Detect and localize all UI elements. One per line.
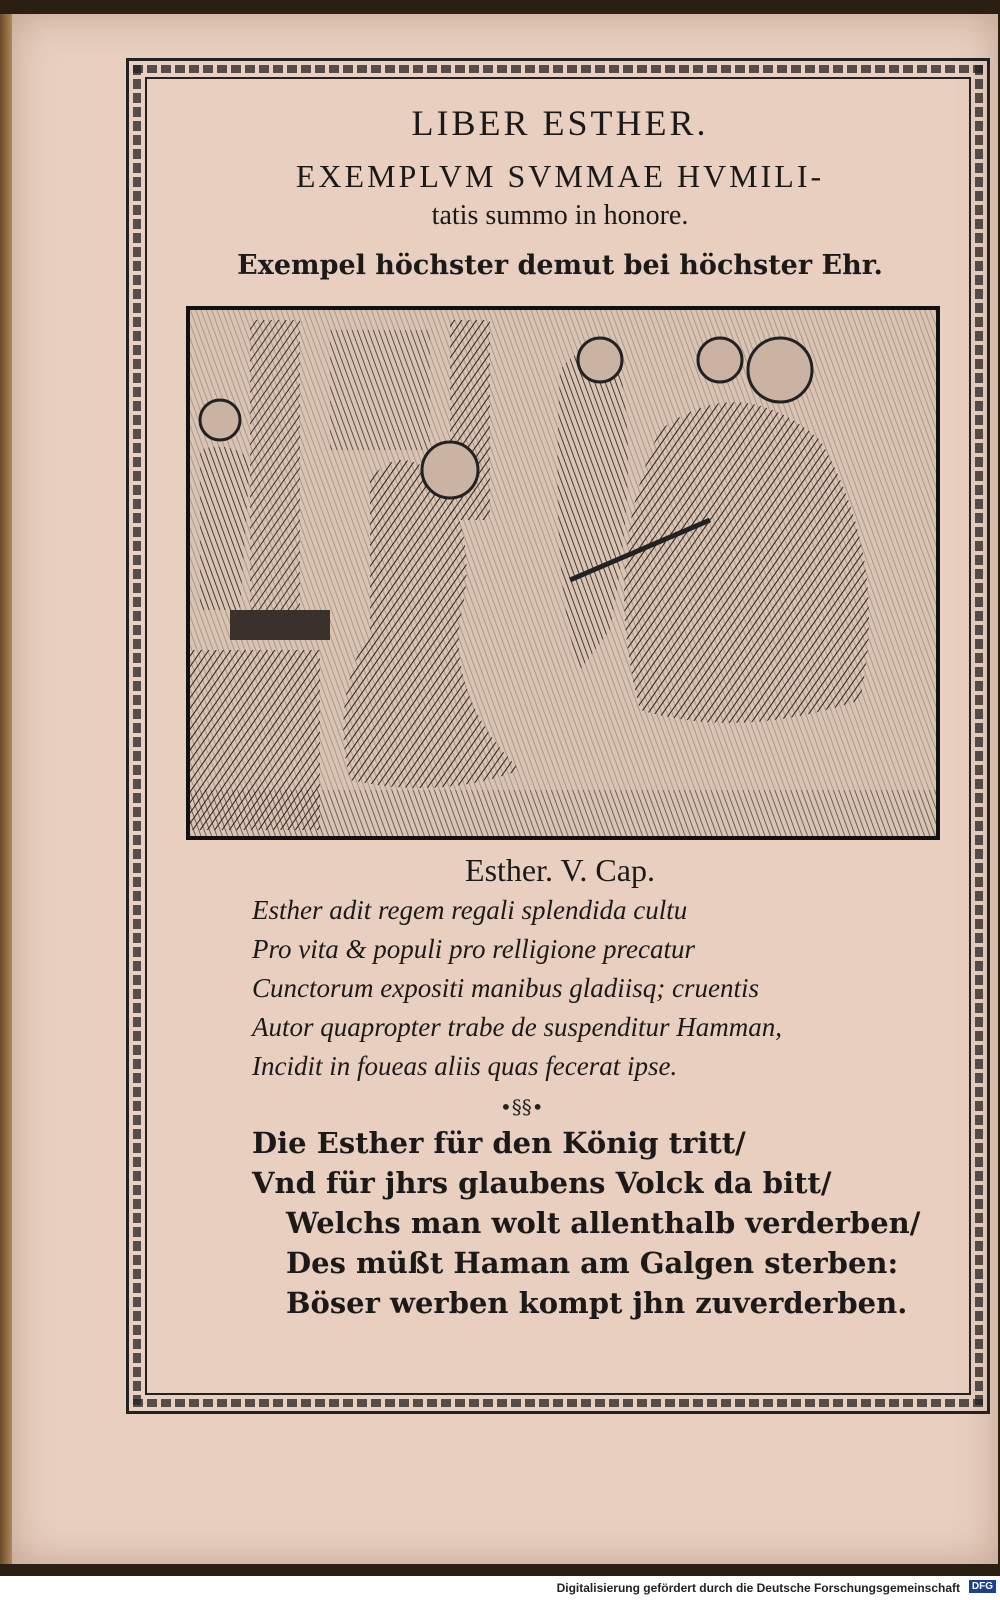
german-verse: Die Esther für den König tritt/ — [252, 1126, 746, 1160]
latin-verse: Cunctorum expositi manibus gladiisq; cruentis — [252, 973, 759, 1003]
digitization-footer — [0, 1576, 1000, 1600]
border-chain-left — [133, 65, 141, 1407]
german-verse: Des müßt Haman am Galgen sterben: — [286, 1246, 899, 1280]
latin-verse: Autor quapropter trabe de suspenditur Hamman, — [252, 1012, 782, 1042]
subtitle-latin-1: EXEMPLVM SVMMAE HVMILI- — [295, 158, 825, 194]
woodcut-illustration-icon — [186, 306, 940, 840]
chapter-heading: Esther. V. Cap. — [465, 852, 655, 888]
german-verse: Böser werben kompt jhn zuverderben. — [286, 1286, 908, 1320]
dfg-logo[interactable]: DFG — [969, 1580, 996, 1593]
german-verse: Welchs man wolt allenthalb verderben/ — [286, 1206, 921, 1240]
german-verse: Vnd für jhrs glaubens Volck da bitt/ — [252, 1166, 832, 1200]
fleuron-ornament: •§§• — [500, 1095, 544, 1119]
book-title: LIBER ESTHER. — [411, 103, 709, 143]
border-chain-bottom — [133, 1399, 983, 1407]
footer-credit-text: Digitalisierung gefördert durch die Deutsche Forschungsgemeinschaft — [556, 1581, 960, 1595]
latin-verse: Pro vita & populi pro relligione precatur — [252, 934, 695, 964]
subtitle-latin-2: tatis summo in honore. — [431, 200, 689, 231]
border-chain-top — [133, 65, 983, 73]
border-chain-right — [975, 65, 983, 1407]
latin-verse: Esther adit regem regali splendida cultu — [252, 895, 688, 925]
latin-verse: Incidit in foueas aliis quas fecerat ipse. — [252, 1051, 678, 1081]
subtitle-german: Exempel höchster demut bei höchster Ehr. — [237, 250, 883, 281]
